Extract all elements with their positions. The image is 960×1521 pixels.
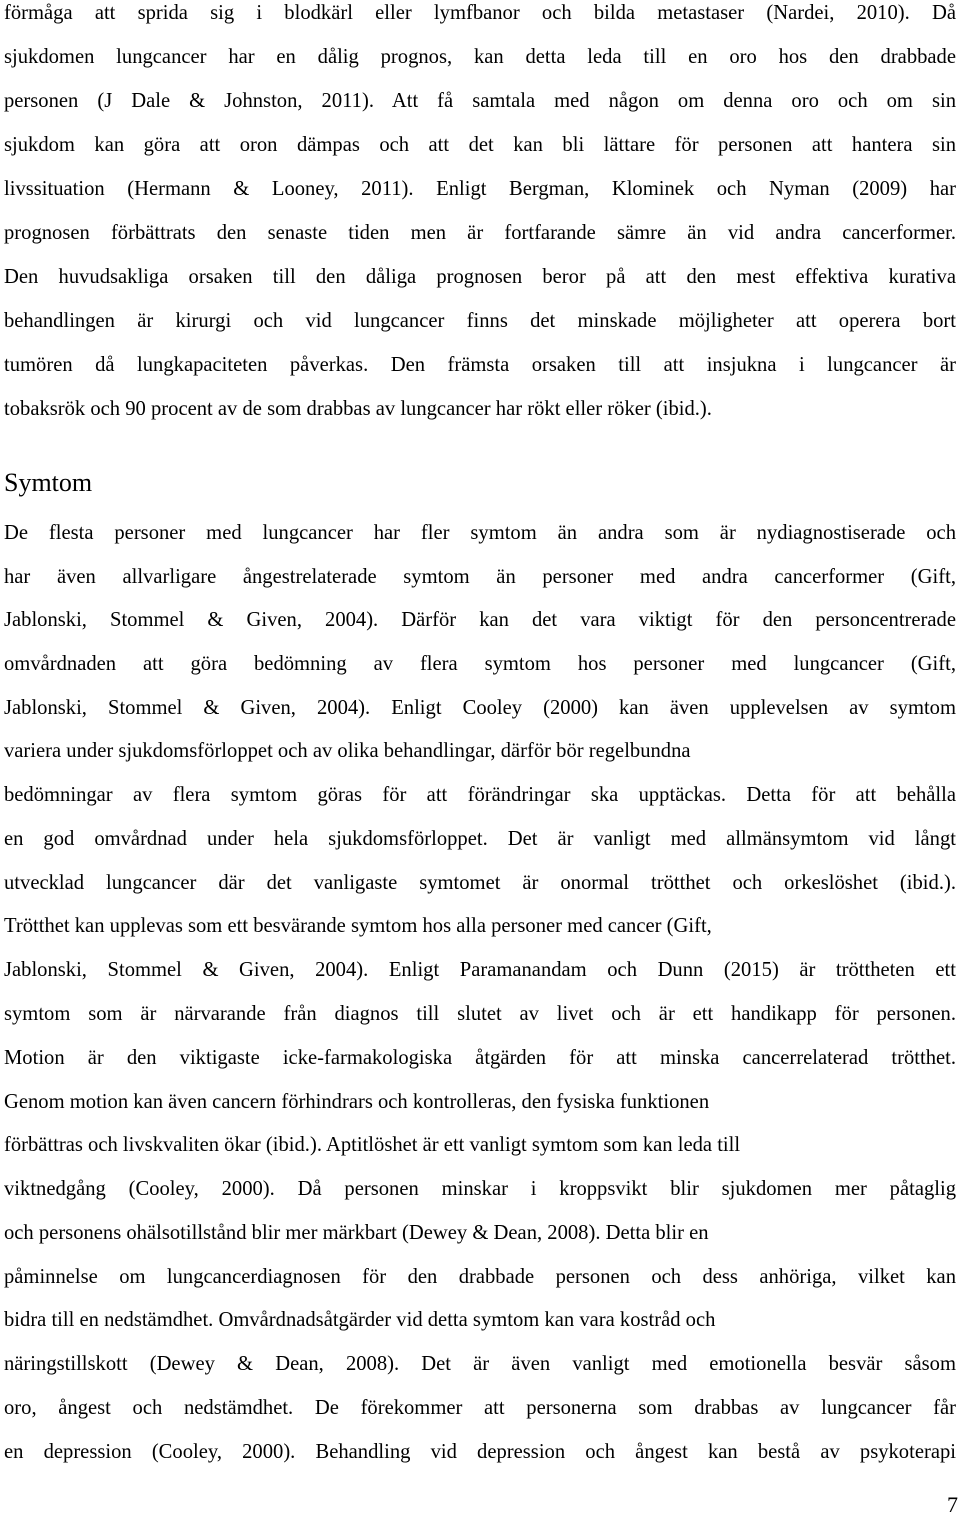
text-line: och personens ohälsotillstånd blir mer märkbart (Dewey & Dean, 2008). Detta blir en <box>4 1222 709 1244</box>
text-line: har även allvarligare ångestrelaterade symtom än personer med andra cancerformer (Gift, <box>4 566 956 588</box>
text-line: utvecklad lungcancer där det vanligaste symtomet är onormal trötthet och orkeslöshet (ibid.). <box>4 872 956 894</box>
page-number: 7 <box>947 1492 958 1517</box>
text-line: sjukdom kan göra att oron dämpas och att det kan bli lättare för personen att hantera sin <box>4 134 956 156</box>
text-line: förbättras och livskvaliten ökar (ibid.). Aptitlöshet är ett vanligt symtom som kan leda till <box>4 1134 741 1156</box>
text-line: symtom som är närvarande från diagnos till slutet av livet och är ett handikapp för personen. <box>4 1003 956 1025</box>
text-line: bedömningar av flera symtom göras för att förändringar ska upptäckas. Detta för att behålla <box>4 784 956 806</box>
text-line: Motion är den viktigaste icke-farmakologiska åtgärden för att minska cancerrelaterad trötthet. <box>4 1047 956 1069</box>
text-line: Trötthet kan upplevas som ett besvärande symtom hos alla personer med cancer (Gift, <box>4 915 712 937</box>
text-line: sjukdomen lungcancer har en dålig prognos, kan detta leda till en oro hos den drabbade <box>4 46 956 68</box>
text-line: bidra till en nedstämdhet. Omvårdnadsåtgärder vid detta symtom kan vara kostråd och <box>4 1309 716 1331</box>
text-line: livssituation (Hermann & Looney, 2011). Enligt Bergman, Klominek och Nyman (2009) har <box>4 178 956 200</box>
section-heading: Symtom <box>4 468 93 497</box>
text-line: påminnelse om lungcancerdiagnosen för den drabbade personen och dess anhöriga, vilket kan <box>4 1266 956 1288</box>
text-line: Den huvudsakliga orsaken till den dåliga prognosen beror på att den mest effektiva kurativa <box>4 266 956 288</box>
text-line: en god omvårdnad under hela sjukdomsförloppet. Det är vanligt med allmänsymtom vid långt <box>4 828 956 850</box>
text-line: variera under sjukdomsförloppet och av olika behandlingar, därför bör regelbundna <box>4 740 691 762</box>
text-line: en depression (Cooley, 2000). Behandling vid depression och ångest kan bestå av psykoterapi <box>4 1441 956 1463</box>
text-line: behandlingen är kirurgi och vid lungcancer finns det minskade möjligheter att operera bort <box>4 310 956 332</box>
text-line: Genom motion kan även cancern förhindrars och kontrolleras, den fysiska funktionen <box>4 1091 710 1113</box>
text-line: omvårdnaden att göra bedömning av flera symtom hos personer med lungcancer (Gift, <box>4 653 956 675</box>
text-line: Jablonski, Stommel & Given, 2004). Enligt Paramanandam och Dunn (2015) är tröttheten ett <box>4 959 956 981</box>
text-line: De flesta personer med lungcancer har fler symtom än andra som är nydiagnostiserade och <box>4 522 956 544</box>
text-line: prognosen förbättrats den senaste tiden men är fortfarande sämre än vid andra cancerformer. <box>4 222 956 244</box>
text-line: viktnedgång (Cooley, 2000). Då personen minskar i kroppsvikt blir sjukdomen mer påtaglig <box>4 1178 956 1200</box>
text-line: näringstillskott (Dewey & Dean, 2008). Det är även vanligt med emotionella besvär såsom <box>4 1353 956 1375</box>
text-line: tumören då lungkapaciteten påverkas. Den främsta orsaken till att insjukna i lungcancer är <box>4 354 956 376</box>
text-line: oro, ångest och nedstämdhet. De förekommer att personerna som drabbas av lungcancer får <box>4 1397 956 1419</box>
text-line: personen (J Dale & Johnston, 2011). Att få samtala med någon om denna oro och om sin <box>4 90 956 112</box>
text-line: tobaksrök och 90 procent av de som drabbas av lungcancer har rökt eller röker (ibid.). <box>4 398 712 420</box>
text-line: Jablonski, Stommel & Given, 2004). Enligt Cooley (2000) kan även upplevelsen av symtom <box>4 697 956 719</box>
text-line: förmåga att sprida sig i blodkärl eller lymfbanor och bilda metastaser (Nardei, 2010). Då <box>4 2 956 24</box>
text-line: Jablonski, Stommel & Given, 2004). Därför kan det vara viktigt för den personcentrerade <box>4 609 956 631</box>
